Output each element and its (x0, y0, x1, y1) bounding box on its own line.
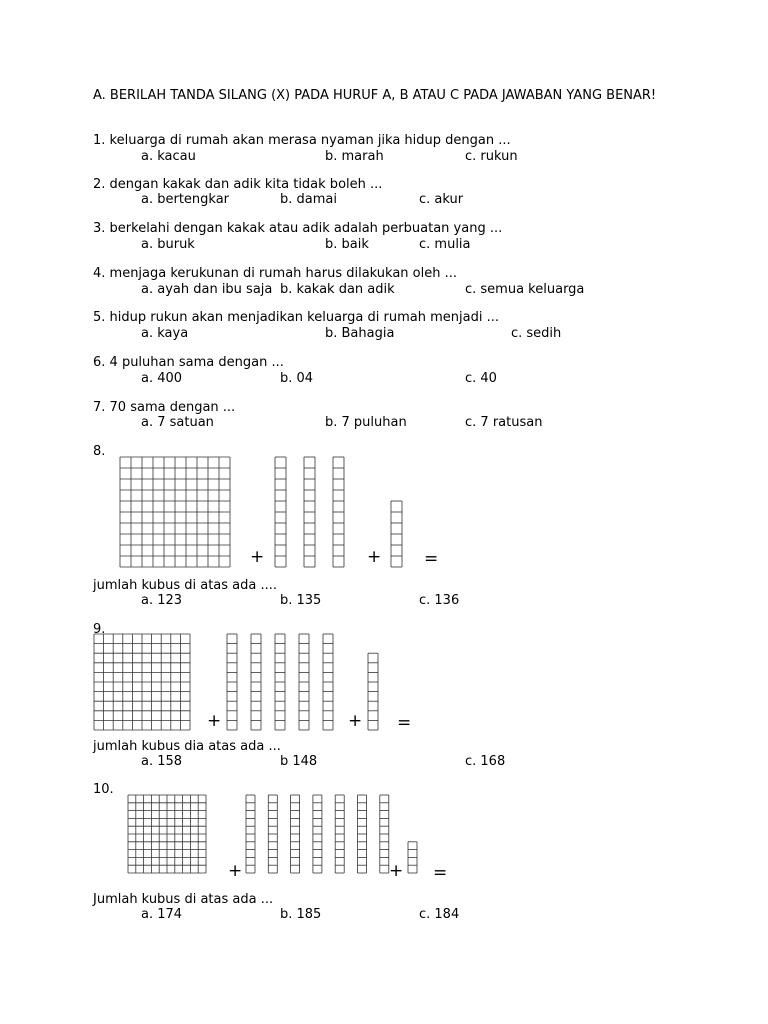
question-5: 5. hidup rukun akan menjadikan keluarga di rumah menjadi ... (93, 310, 499, 325)
q5-option-b[interactable]: b. Bahagia (325, 326, 395, 341)
equals-sign: = (433, 863, 448, 883)
q9-option-a[interactable]: a. 158 (141, 754, 183, 769)
question-10-number: 10. (93, 782, 114, 797)
q8-option-b[interactable]: b. 135 (280, 593, 322, 608)
question-6: 6. 4 puluhan sama dengan ... (93, 355, 284, 370)
ten-rod (313, 795, 322, 873)
plus-sign: + (367, 547, 382, 567)
question-8-number: 8. (93, 444, 106, 459)
q6-option-b[interactable]: b. 04 (280, 371, 314, 386)
ones-column (391, 501, 402, 567)
question-7: 7. 70 sama dengan ... (93, 400, 236, 415)
ten-rod (358, 795, 367, 873)
q4-option-a[interactable]: a. ayah dan ibu saja (141, 282, 273, 297)
q6-option-c[interactable]: c. 40 (465, 371, 497, 386)
ten-rod (304, 457, 315, 567)
question-2: 2. dengan kakak dan adik kita tidak boleh ... (93, 177, 383, 192)
q9-base-ten-blocks (92, 632, 412, 732)
q1-option-c[interactable]: c. rukun (465, 149, 518, 164)
q5-option-a[interactable]: a. kaya (141, 326, 189, 341)
ten-rod (251, 634, 261, 730)
plus-sign: + (207, 711, 222, 731)
equals-sign: = (397, 713, 412, 733)
plus-sign: + (228, 861, 243, 881)
q3-option-c[interactable]: c. mulia (419, 237, 471, 252)
plus-sign: + (250, 547, 265, 567)
q6-option-a[interactable]: a. 400 (141, 371, 183, 386)
ten-rod (275, 457, 286, 567)
q2-option-a[interactable]: a. bertengkar (141, 192, 230, 207)
q10-option-a[interactable]: a. 174 (141, 907, 183, 922)
q4-option-c[interactable]: c. semua keluarga (465, 282, 585, 297)
equals-sign: = (424, 549, 439, 569)
hundred-flat (94, 634, 190, 730)
ten-rod (380, 795, 389, 873)
question-9-caption: jumlah kubus dia atas ada ... (93, 739, 281, 754)
q2-option-b[interactable]: b. damai (280, 192, 337, 207)
q4-option-b[interactable]: b. kakak dan adik (280, 282, 395, 297)
q8-option-a[interactable]: a. 123 (141, 593, 183, 608)
ten-rod (246, 795, 255, 873)
q9-option-b[interactable]: b 148 (280, 754, 318, 769)
question-9-number: 9. (93, 622, 106, 637)
q9-option-c[interactable]: c. 168 (465, 754, 506, 769)
hundred-flat (128, 795, 206, 873)
q10-option-c[interactable]: c. 184 (419, 907, 460, 922)
ten-rod (268, 795, 277, 873)
ten-rod (291, 795, 300, 873)
question-4: 4. menjaga kerukunan di rumah harus dilakukan oleh ... (93, 266, 458, 281)
question-1: 1. keluarga di rumah akan merasa nyaman jika hidup dengan ... (93, 133, 511, 148)
ten-rod (275, 634, 285, 730)
q8-option-c[interactable]: c. 136 (419, 593, 460, 608)
q2-option-c[interactable]: c. akur (419, 192, 464, 207)
question-3: 3. berkelahi dengan kakak atau adik adalah perbuatan yang ... (93, 221, 503, 236)
question-10-caption: Jumlah kubus di atas ada ... (93, 892, 274, 907)
q7-option-c[interactable]: c. 7 ratusan (465, 415, 543, 430)
q3-option-a[interactable]: a. buruk (141, 237, 195, 252)
ones-column (408, 842, 417, 873)
q10-base-ten-blocks (126, 793, 446, 883)
ten-rod (333, 457, 344, 567)
q8-base-ten-blocks (118, 455, 448, 569)
ones-column (368, 653, 378, 730)
ten-rod (335, 795, 344, 873)
q3-option-b[interactable]: b. baik (325, 237, 369, 252)
hundred-flat (120, 457, 230, 567)
q10-option-b[interactable]: b. 185 (280, 907, 322, 922)
plus-sign: + (348, 711, 363, 731)
q5-option-c[interactable]: c. sedih (511, 326, 562, 341)
q1-option-a[interactable]: a. kacau (141, 149, 196, 164)
ten-rod (299, 634, 309, 730)
instruction-heading: A. BERILAH TANDA SILANG (X) PADA HURUF A, B ATAU C PADA JAWABAN YANG BENAR! (93, 88, 657, 103)
q1-option-b[interactable]: b. marah (325, 149, 384, 164)
plus-sign: + (389, 861, 404, 881)
q7-option-a[interactable]: a. 7 satuan (141, 415, 214, 430)
ten-rod (323, 634, 333, 730)
question-8-caption: jumlah kubus di atas ada .... (93, 578, 278, 593)
q7-option-b[interactable]: b. 7 puluhan (325, 415, 407, 430)
ten-rod (227, 634, 237, 730)
